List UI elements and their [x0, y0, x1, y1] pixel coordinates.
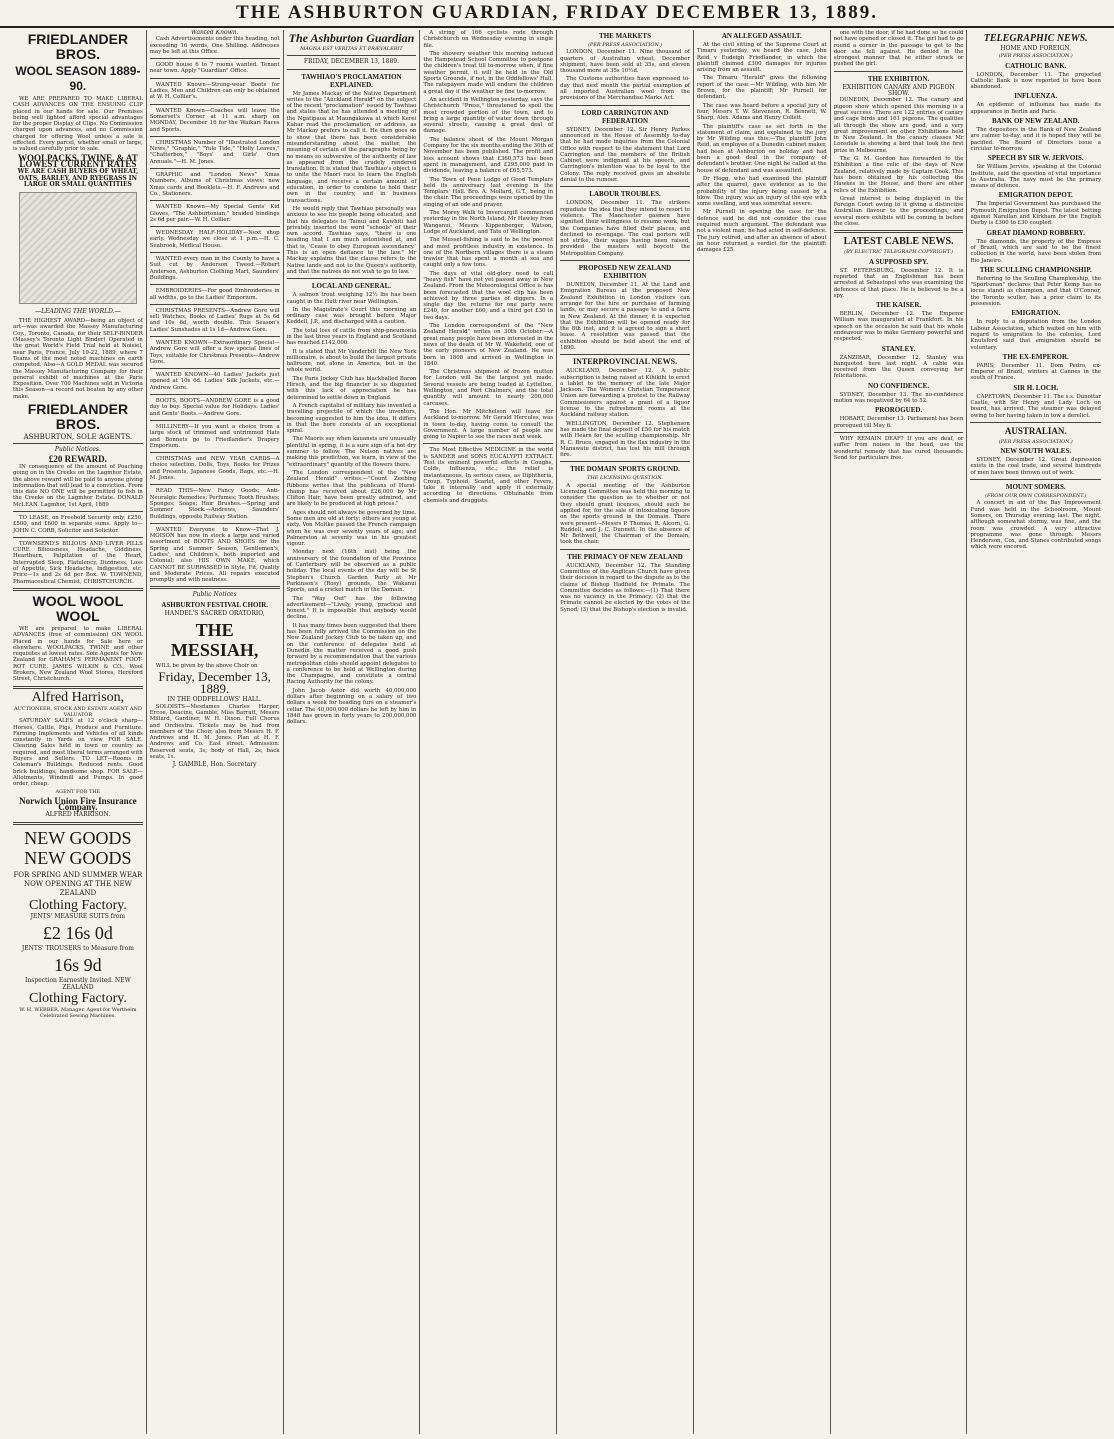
suits-price: £2 16s 0d [42, 922, 113, 943]
wanted-item: GOOD house 6 to 7 rooms wanted. Tenant near town. Apply "Guardian" Office. [149, 62, 280, 75]
ad-firm-name: FRIEDLANDER BROS. [27, 31, 129, 62]
sculling-heading: THE SCULLING CHAMPIONSHIP. [979, 265, 1092, 274]
influenza-text: An epidemic of influenza has made its appearance in Berlin and Paris. [970, 102, 1101, 115]
news-item: The Christmas shipment of frozen mutton for London will be the largest yet made. Several vessels are being loaded at Lyttelton, Wellington, and Port Chalmers, and the total quantity will amount to nearly 200,000 carcases. [423, 369, 554, 407]
ex-emperor-heading: THE EX-EMPEROR. [1002, 352, 1069, 361]
ad-firm-name-2: FRIEDLANDER BROS. [27, 401, 129, 433]
wanted-item: WANTED KNOWN—40 Ladies' Jackets just opened at 10s 6d. Ladies' Silk Jackets, etc.—Andrew Gore. [149, 372, 280, 391]
wanted-item: BOOTS, BOOTS—ANDREW GORE is a good day to buy. Special value for Holidays. Ladies' and Gents' Boots.—Andrew Gore. [149, 398, 280, 417]
masthead-title: THE ASHBURTON GUARDIAN, FRIDAY DECEMBER 13, 1889. [236, 2, 878, 23]
loch-heading: SIR H. LOCH. [1013, 383, 1059, 392]
column-8 [967, 30, 1104, 1434]
local-item: The "Way Out" has the following advertisement—"Lively, young, practical and honest." It is impossible that anybody would decline. [286, 595, 417, 621]
ad-woolpacks: WOOLPACKS, TWINE, & AT LOWEST CURRENT RATES [18, 152, 138, 169]
news-item: The balance sheet of the Mount Morgan Company for the six months ending the 30th of November has been published. The profit and loss account shows that £360,573 has been spent in management, and £295,000 paid in dividends, leaving a balance of £65,573. [423, 136, 554, 175]
primacy-text: AUCKLAND, December 12. The Standing Committee of the Anglican Church have given their decision in regard to the dispute as to the claims of Bishop Hadfield for Primate. The Committee decides as follows:—(1) That there was no vacancy in the Primacy; (2) that the Primate cannot be elected by the votes of the Synod; (3) that the Bishop's election is invalid. [560, 562, 690, 613]
article-paragraph: Mr James Mackay of the Native Department writes to the "Auckland Herald" on the subject of the recent "proclamation" issued by Tawhiao and states that he has attended a meeting of the Ngatipaoa at Maungakawa at which Kerei Kahar read the proclamation, or address, as Mr Mackay prefers to call it. He then goes on to show that there has been considerable misunderstanding about the matter, the meaning of certain of the paragraphs being by no means so subversive of the authority of law as appeared from the crudely rendered translation. It is stated that Tawhiao's object is to unite the Maori race to learn the English language, and receive a certain amount of education, in order to combine to hold their own in the country, and in business transactions. [286, 90, 417, 204]
domain-sub: THE LICENSING QUESTION. [587, 475, 663, 482]
wanted-item: WANTED Known—Coaches will leave the Somerset's Corner at 11 a.m. sharp on MONDAY, December 16 for the Waikari Races and Sports. [149, 107, 280, 133]
canary-show-heading: EXHIBITION CANARY AND PIGEON SHOW. [842, 83, 955, 98]
clothing-factory: Clothing Factory. [28, 897, 127, 913]
norwich-union: Norwich Union Fire Insurance Company. [19, 795, 137, 813]
interprovincial-heading: INTERPROVINCIAL NEWS. [573, 357, 678, 367]
assault-text: The plaintiff's case as set forth in the statement of claim, and explained to the jury by Mr Wilding was this:—The plaintiff John Reid, an employee of a Dunedin cabinet maker, had been at Ashburton on holiday and had been a good deal in the company of defendant's brother. One night he called at the house of defendant and was assaulted. [696, 123, 827, 174]
carrington-heading: LORD CARRINGTON AND FEDERATION [581, 108, 669, 125]
exhibition-text-2: The G. M. Gordon has forwarded to the Exhibition a fine relic of the days of New Zealand, relatively made by Captain Cook. This has been obtained by his collecting the Hawkes in the House, and there are other relics of the Exhibition. [833, 156, 964, 194]
market-item: The Customs authorities have expressed to-day that next month the partial exemption of all imported Australian wool from the provisions of the Merchandise Marks Act. [560, 76, 690, 102]
stanley-heading: STANLEY. [881, 344, 916, 353]
diamond-text: The diamonds, the property of the Empress of Brazil, which are said to be the finest collection in the world, have been stolen from Rio Janeiro. [970, 238, 1101, 264]
local-item: Ages should not always be governed by time. Some men are old at forty; others are young at sixty. Von Moltke passed the French campaign when he was over seventy years of age; and Palmerston at seventy was in his greatest vigour. [286, 509, 417, 548]
news-item: The Morey Walk to Invercargill commenced yesterday in the North Island; Mr Hawley from Wanganui, Messrs Kippenberger, Watson, Lodge of Auckland, and Tate of Wellington. [423, 210, 554, 235]
column-2 [147, 30, 284, 1434]
telegraphic-source: (PER PRESS ASSOCIATION.) [998, 53, 1073, 60]
wanted-item: CHRISTMAS and NEW YEAR CARDS—A choice selection. Dolls, Toys, Books for Prizes and Presents, Japanese Goods, Bags, etc.—H. M. Jones. [149, 456, 280, 482]
interprovincial-text: WELLINGTON, December 12. Stephenson has made the final deposit of £50 for his match with Hearn for the sculling championship. Mr R. C. Bruce, engaged in the flax industry in the Manawatu district, has lost his mill through fire. [560, 420, 690, 459]
stanley-text: ZANZIBAR, December 12. Stanley was banqueted here last night. A cable was received from the Queen conveying her felicitations. [833, 354, 964, 380]
local-item: The Paris Jockey Club has blackballed Baron Hirsch, and the big financier is so disgusted with this lack of appreciation he has determined to settle down in England. [286, 375, 417, 401]
news-item: The London correspondent of the "New Zealand Herald" writes on 30th October:—A great many people have been interested in the news of the death of Mr W. Wakefield, one of the early pioneers of New Zealand. He was born in 1808 and arrived in Wellington in 1840. [423, 323, 554, 367]
influenza-heading: INFLUENZA. [1014, 92, 1058, 101]
news-item: The Town of Penn Lodge of Good Templars held its anniversary last evening in the Templars' Hall. Bro. A. Mollard, G.T., being in the chair. The proceedings were opened by the singing of an ode and prayer. [423, 176, 554, 208]
interprovincial-text: AUCKLAND, December 12. A public subscription is being raised at Kihikihi to erect a tablet to the memory of the late Major Jackson. The Women's Christian Temperance Union are forwarding a protest to the Railway Commissioners against a grant of a liquor license to the refreshment rooms at the Auckland railway station. [560, 368, 690, 419]
news-item: The days of vital old-glory need to call "heavy fish" have not yet passed away in New Zealand. From the Meteorological Office is has been forecasted that the wool clip has been achieved by three parties of diggers. In a single day the returns for one party were £240, for another £60, and a third got £30 in two days. [423, 270, 554, 321]
harrison-sub: AUCTIONEER, STOCK AND ESTATE AGENT AND VALUATOR [13, 705, 142, 718]
wanted-item: GRAPHIC and "London News" Xmas Numbers, Albums of Christmas views; new Xmas cards and Booklets.—H. F. Andrews and Co., Stationers. [149, 172, 280, 197]
assault-text: The case was heard before a special jury of four, Messrs T. W. Stevenson, R. Bennett, W. Sharp, Alex. Adams and Henry Collett. [696, 102, 827, 122]
kaiser-text: BERLIN, December 12. The Emperor William was inaugurated at Frankfort. In his speech on the occasion he said that his whole endeavour was to make Germany powerful and respected. [833, 311, 964, 343]
local-general-heading: LOCAL AND GENERAL. [311, 282, 392, 291]
local-item: A salmon trout weighing 12½ lbs has been caught in the Hutt river near Wellington. [286, 292, 417, 305]
prorogued-text: HOBART, December 13. Parliament has been prorogued till May 6. [833, 416, 964, 429]
wool-text: WE are prepared to make LIBERAL ADVANCES (free of commission) ON WOOL Placed in our hands for Sale here or elsewhere. WOOLPACKS, TWINE and other requisites at lowest rates. Sole Agents for New Zealand for GRAHAM'S PERMANENT FOOT-ROT CURE. JAMES WILKIN & CO., Wool Brokers, New Zealand Wool Stores, Hereford Street, Christchurch. [13, 625, 143, 683]
ad-wool-text: WE ARE PREPARED TO MAKE LIBERAL CASH ADVANCES ON THE ENSUING CLIP placed in our hands for sale. Our Premises being well lighted afford special advantages for the proper Display of Clips. No Commission charged upon advances, and no Commission charged for offering Wool unless a sale is effected. Every parcel, whether small or large, is valued carefully prior to sale. [13, 96, 143, 153]
mount-somers-text: A concert in aid of the Bay Improvement Fund was held in the Schoolroom, Mount Somers, on Thursday evening last. The night, although somewhat stormy, was fine, and the room was crowded. A very attractive programme was gone through. Messrs Henderson, Cox, and Stanes contributed songs which were encored. [970, 500, 1101, 551]
wanted-item: WANTED every man in the County to have a Suit cut by Anderson Tweed.—Robert Anderson, Ashburton Clothing Mart, Saunders' Buildings. [149, 256, 280, 281]
jervois-heading: SPEECH BY SIR W. JERVOIS. [987, 154, 1084, 163]
australian-heading: AUSTRALIAN. [1004, 425, 1067, 436]
latest-cable-heading: LATEST CABLE NEWS. [843, 236, 954, 248]
public-notices-heading: Public Notices. [54, 446, 101, 454]
wanted-item: WANTED Known—Strong-wear Boots for Ladies, Men and Children can only be obtained at W. H. Collier's. [149, 81, 280, 101]
local-item: In the Magistrate's Court this morning an ordinary case was brought before Major Keddell, J.P., and discharged with a caution. [286, 306, 417, 326]
nsw-text: SYDNEY, December 12. Great depression exists in the coal trade, and several hundreds of men have been thrown out of work. [970, 457, 1101, 476]
assault-heading: AN ALLEGED ASSAULT. [721, 32, 802, 40]
sculling-text: Referring to the Sculling Championship, the "Sportsman" declares that Peter Kemp has no locus standi as champion, and that O'Connor, the Toronto sculler, has a prior claim to its possession. [970, 275, 1101, 308]
assault-text: At the civil sitting of the Supreme Court at Timaru yesterday, we heard the case, John Reid v Eudeigh Friedlander, in which the plaintiff claimed £300 damages for injuries arising from an assault. [696, 42, 827, 74]
wanted-item: WEDNESDAY HALF-HOLIDAY—Next shop early. Wednesday we close at 1 p.m.—H. C. Seabrook, Medical House. [149, 230, 280, 249]
labour-heading: LABOUR TROUBLES. [589, 190, 661, 199]
article-paragraph: He would reply that Tawhiao personally was anxious to see his people being educated, and that his delegates to Tainui and Kawhiti had privately inserted the word "schools" of their own accord. Tawhiao says, "there is one heading that I am much astonished at, and that is, 'Cease to obey European ascendancy.' This is an open defiance to the law." Mr Mackay explains that the clause refers to the Native lands and not to the Queen's authority, and that the natives do not wish to go to law. [286, 205, 417, 275]
local-item: The London correspondent of the "New Zealand Herald" writes:—"Count Zeebing Ribbons writes that the publicans of Hurst-champ has received about £26,000 by Mr Clifton Hair, have been greatly admired, and are likely to be produced at high prices." [286, 469, 417, 508]
headline: TAWHIAO'S PROCLAMATION EXPLAINED. [301, 72, 402, 89]
new-goods: NEW GOODS NEW GOODS [24, 827, 132, 868]
column-4 [420, 30, 557, 1434]
domain-heading: THE DOMAIN SPORTS GROUND. [570, 465, 680, 474]
public-notices-heading-2: Public Notices [192, 591, 237, 599]
masthead [0, 0, 1114, 28]
festival-choir: ASHBURTON FESTIVAL CHOIR. [161, 600, 268, 609]
paper-motto: MAGNA EST VERITAS ET PRÆVALEBIT [300, 46, 403, 52]
wanted-item: WANTED KNOWN—Extraordinary Special—Andrew Gore will offer a few special lines of Toys, suitable for Christmas Presents—Andrew Gore. [149, 339, 280, 365]
spy-heading: A SUPPOSED SPY. [869, 257, 929, 266]
local-item: The total loss of cattle from ship-pneumonia in the last three years in England and Scotland has reached £142,000. [286, 327, 417, 347]
news-item: An accident in Wellington yesterday, says the Christchurch "Press," threatened to spoil the most crowded portion of the town, and to bring a large quantity of water down through several streets, causing a great deal of damage. [423, 96, 554, 135]
illustration-caption: —LEADING THE WORLD.— [35, 307, 121, 315]
local-item: It has many times been suggested that there has been fully arrived the Commission on the New Zealand Jockey Club to be taken up, and on the conference of delegates held at Dunedin the matter received a good push forward by a recommendation that the various metropolitan clubs should appoint delegates to a conference to be held at Wellington during the Champagne, and constitute a central Racing Authority for the colony. [286, 622, 417, 686]
pills-text: TOWNSEND'S BILIOUS AND LIVER PILLS CURE Biliousness, Headache, Giddiness, Heartburn, Palpitation of the Heart, Interrupted Sleep, Flatulency, Dizziness, Loss of Appetite, Sick Headache, Indigestion, etc. Price—1s and 2s 6d per Box. W. TOWNEND, Pharmaceutical Chemist, CHRISTCHURCH. [13, 540, 143, 585]
exhibition-text-2: DUNEDIN, December 12. The canary and pigeon show which opened this morning is a great success. There are 122 entries of canary and cage birds and 161 pigeons. The qualities all through the show are good, and a very great improvement on other Exhibitions held in New Zealand. In the canary classes Mr Lonsdale is showing a bird that took the first prize in Melbourne. [833, 97, 964, 154]
wanted-item: WANTED Known—My Special Gents' Kid Gloves, "The Ashburtonian," braided bindings 2s 6d per pair.—W. H. Collier. [149, 204, 280, 223]
column-7 [831, 30, 968, 1434]
local-item: A French capitalist of military has invented a travelling projectile of which the inventors, becoming suggested to him the idea. It differs in that the bore consists of an exceptional spiral. [286, 402, 417, 435]
wanted-item: WANTED Everyone to Know—That J. MOISON has now in stock a large and varied assortment of BOOTS AND SHOES for the Spring and Summer Season, Gentlemen's, Ladies', and Children's, both imported and Colonial; also HIS OWN MAKE, which CANNOT BE SURPASSED in Style, Fit, Quality and Moderate Prices. All repairs executed promptly and with neatness. [149, 526, 280, 584]
reward-title: £20 REWARD. [48, 453, 107, 464]
prorogued-heading: PROROGUED. [874, 406, 923, 415]
labour-text: LONDON, December 11. The strikers repudiate the idea that they intend to resort to violence. The Manchester gasmen have signified their willingness to resume work, but the Companies have filled their places, and declined to re-engage. The coal porters will not strike, their wages having been raised, provided the masters will boycott the Metropolitan Company. [560, 200, 690, 257]
concert-hall: IN THE ODDFELLOWS' HALL. [167, 696, 262, 704]
wool-heading: WOOL WOOL WOOL [32, 592, 124, 624]
newspaper-columns [10, 30, 1104, 1434]
paper-date: FRIDAY, DECEMBER 13, 1889. [303, 58, 399, 66]
paper-title: The Ashburton Guardian [288, 31, 415, 45]
harrison-name: Alfred Harrison, [31, 689, 125, 705]
emigration-depot-heading: EMIGRATION DEPOT. [998, 191, 1073, 200]
spring-summer: FOR SPRING AND SUMMER WEAR NOW OPENING AT THE NEW ZEALAND [13, 870, 143, 897]
secretary: J. GAMBLE, Hon. Secretary [172, 761, 257, 769]
assault-text: The Timaru "Herald" gives the following report of the case:—Mr Wilding, with him Mr Brown, for the plaintiff; Mr Purnell for defendant. [696, 75, 827, 101]
markets-heading: THE MARKETS [599, 32, 651, 40]
column-1 [10, 30, 147, 1434]
emigration-heading: EMIGRATION. [1011, 309, 1061, 318]
inspection: Inspection Earnestly Invited. NEW ZEALAND [25, 977, 131, 991]
diamond-heading: GREAT DIAMOND ROBBERY. [986, 228, 1085, 237]
trousers-label: JENTS' TROUSERS to Measure from [21, 944, 134, 952]
ad-agents: ASHBURTON, SOLE AGENTS. [23, 433, 133, 442]
exhibition-text: DUNEDIN, December 11. At the Land and Emigration Bureau at the proposed New Zealand Exhibition in London visitors can arrange for the hire or purchase of farming lands, or may secure a passage to and a farm in New Zealand. At the dinner, it is expected that the Exhibition will be opened ready for the 8th inst, and it is agreed to sign a short lease. A resolution was passed that the exhibition should be held about the end of 1890. [560, 282, 690, 351]
exhibition-heading-2: THE EXHIBITION. [867, 74, 930, 83]
carrington-text: SYDNEY, December 12. Sir Henry Parkes announced in the House of Assembly to-day that he had made inquiries from the Colonial Office with respect to the statement that Lord Carrington and the members of the British Cabinet were indignant at his speech, and Carrington's intention was to be loyal to the Colony. The reply received gives an absolute denial to the rumour. [560, 126, 690, 184]
exhibition-text-2: Great interest is being displayed in the Foreign Court owing to it giving a distinctive Australian flavour to the proceedings, and several more exhibits will be coming in before the close. [833, 195, 964, 228]
latest-cable-sub: (BY ELECTRIC TELEGRAPH COPYRIGHT.) [844, 249, 953, 256]
primacy-heading: THE PRIMACY OF NEW ZEALAND [567, 552, 683, 561]
soloists: SOLOISTS—Mesdames Charles Harper, Ercoe, Deacine, Gamble, Miss Barratt, Messrs Millard, Gardiner, W. H. Dixon. Full Chorus and Orchestra. Tickets may be had from members of the Choir, also from Messrs H. F. Andrews and H. M. Jones. Plan at H. F. Andrews and Co. East street. Admission: Reserved seats, 3s; body of Hall, 2s; back seats, 1s. [149, 703, 280, 761]
spy-text: ST. PETERSBURG, December 12. It is reported that an Englishman has been arrested at Sebastopol who was examining the defences of that place. He is believed to be a spy. [833, 267, 964, 299]
concert-date: Friday, December 13, 1889. [158, 669, 271, 697]
lease-text: TO LEASE, on Freehold Security only, £250, £500, and £600 in separate sums. Apply to— JOHN C. CORB, Solicitor and Solicitor. [13, 514, 143, 534]
ad-award-text: THE HIGHEST AWARD—being an object of art—was awarded the Massey Manufacturing Coy., Toronto, Canada, for their SELF-BINDER (Massey's Toronto Light Binder) Operated in the great World's Field Trial held at Noisiel, near Paris, France, July 19-22, 1889, where 7 Teams of the most noted machines on earth competed. Also—A GOLD MEDAL was secured the Massey Manufacturing Company for their general exhibit of machines at the Paris Exposition. Over 700 Machines sold in Victoria this Season—a record not beaten by any other make. [13, 318, 143, 400]
bank-text: The depositors in the Bank of New Zealand are calmer to-day, and it is hoped they will be pacified. The Board of Directors issue a circular to-morrow. [970, 127, 1101, 152]
local-item: It is stated that Mr Vanderbilt the New York millionaire, is about to build the largest private ballroom, not alone in America, but in the whole world. [286, 348, 417, 374]
harrison-text: SATURDAY SALES at 12 o'clock sharp—Horses, Cattle, Pigs, Produce and Furniture. Farming Implements and Vehicles of all kinds constantly in Yards on view FOR SALE. Clearing Sales held in town or country as required, and most liberal terms arranged with Buyers and Sellers. TO LET—Rooms in Coleman's Buildings. Reduced rents. Good brick buildings; handsome shop. FOR SALE—Allotments, Windmill and Pumps. In good order, cheap. [13, 718, 143, 788]
alfred-harrison: ALFRED HARRISON. [45, 811, 111, 819]
column-6 [694, 30, 831, 1434]
telegraphic-heading: TELEGRAPHIC NEWS. [983, 33, 1088, 44]
agent-for: AGENT FOR THE [55, 789, 101, 796]
weber: W. H. WEBBER, Manager. Agent for Wertheim Celebrated Sewing Machines. [19, 1006, 137, 1020]
no-confidence-text: SYDNEY, December 13. The no-confidence motion was negatived by 64 to 52. [833, 391, 964, 405]
local-item: Monday next (16th inst) being the anniversary of the foundation of the Province of Canterbury will be observed as a public holiday. The local events of the day will be St Stephen's Church Garden Party at Mr Parkinson's (Rosy) grounds, the Wakanui Sports, and a cricket match in the Domain. [286, 549, 417, 594]
catholic-heading: CATHOLIC BANK. [1005, 61, 1067, 70]
assault-text: Dr Hogg, who had examined the plaintiff after the quarrel, gave evidence as to the probability of the injury being caused by a blow. The injury was an injury of the eye with some swelling, and was somewhat severe. [696, 175, 827, 208]
assault-text: Mr Purnell in opening the case for the defence said he did not consider the case required much argument. The defendant was not a violent man; he had acted in self-defence. The jury retired, and after an absence of about an hour returned a verdict for the plaintiff; damages £25. [696, 209, 827, 254]
reward-text: IN consequence of the amount of Poaching going on in the Creeks on the Lagmhor Estate, the above reward will be paid to anyone giving information that will lead to a conviction. From this date NO ONE will be permitted to fish in the Creeks on the Lagmhor Estate. DONALD McLEAN. Lagmhor, 1st April, 1889 [13, 463, 143, 508]
kaiser-heading: THE KAISER. [876, 301, 922, 310]
column-3 [284, 30, 421, 1434]
news-item: The Mussel-fishing is said to be the poorest and most profitless industry in existence. In one of the Northern villages there is a steam trawler that has spent a month at sea and caught only a few tons. [423, 237, 554, 269]
wanted-item: EMBROIDERIES—For good Embroideries in all widths, go to the Ladies' Emporium. [149, 288, 280, 301]
clothing-factory-2: Clothing Factory. [28, 990, 127, 1006]
domain-text: A special meeting of the Ashburton Licensing Committee was held this morning to consider the question as to whether or not they should grant licences, should such be applied for, for the sale of intoxicating liquors on the sports ground in the Domain. There were present—Messrs P. Thomas, R. Alcorn, G. Ruddell, and J. C. Dunnett. In the absence of Mr Bothwell, the Chairman of the Domain, took the chair. [560, 482, 690, 546]
wanted-item: MILLINERY—If you want a choice from a large stock of trimmed and untrimmed Hats and Bonnets go to Friedlander's Drapery Emporium. [149, 423, 280, 449]
emigration-depot-text: The Imperial Government has purchased the Plymouth Emigration Depot. The latest betting against Narellan and Kirkham for the English Derby is £300 to £30 coupled. [970, 201, 1101, 227]
market-item: LONDON, December 11. Nine thousand of quarters of Australian wheat, December shipment, have been sold at 35s, and eleven thousand more at 35s 10½d. [560, 49, 690, 75]
mount-somers-source: (FROM OUR OWN CORRESPONDENT.) [985, 493, 1087, 500]
ad-wool-season: WOOL SEASON 1889-90. [15, 64, 141, 93]
loch-text: CAPETOWN, December 11. The s.s. Dunottar Castle, with Sir Henry and Lady Loch on board, has arrived. The steamer was delayed owing to her having taken in tow a derelict. [970, 393, 1101, 419]
trousers-price: 16s 9d [54, 955, 102, 976]
medicine-ad: The Most Effective MEDICINE in the world is SANDER and SONS EUCALYPTI EXTRACT. Test its eminent powerful effects in Coughs, Colds, Influenza, etc.; the relief is instantaneous. In serious cases, as Diphtheria, Croup, Typhoid, Scarlet, and other Fevers, take it internally and apply it externally according to directions. Obtainable from chemists and druggists. [423, 447, 554, 504]
australian-source: (PER PRESS ASSOCIATION.) [998, 438, 1073, 445]
local-item: The Maoris say when kauaneis are unusually plentiful in spring, it is a sure sign of a hot dry summer to follow. The Nelson natives are making this prediction, we learn, in view of the "extraordinary" quantity of the flowers there. [286, 436, 417, 468]
assault-continued: one with the door, if he had done so he could not have opened or closed it. The girl had to go round a corner in the passage to get to the door she fell against. He denied in the strongest manner that he either struck or pushed the girl. [833, 30, 964, 68]
jervois-text: Sir William Jervois, speaking at the Colonial Institute, said the question of vital importance to Australia. The navy must be the primary means of defence. [970, 164, 1101, 190]
catholic-text: LONDON, December 11. The projected Catholic Bank is now reported to have been abandoned. [970, 71, 1101, 91]
messiah: THE MESSIAH, [170, 620, 259, 661]
news-item: The Hon. Mr Mitchelson will leave for Auckland to-morrow. Mr Gerald Hercules, was in town to-day, having come to consult the Government. A large number of people are going to Napier to see the races next week. [423, 408, 554, 441]
ex-emperor-text: PARIS, December 11. Dom Pedro, ex-Emperor of Brazil, winters at Cannes in the south of France. [970, 362, 1101, 382]
no-confidence-heading: NO CONFIDENCE. [868, 381, 930, 390]
emigration-text: In reply to a deputation from the London Labour Association, which waited on him with regard to emigration to the colonies, Lord Knutsford said that emigration should be voluntary. [970, 319, 1101, 351]
column-5 [557, 30, 694, 1434]
wanted-item: READ THIS—New Fancy Goods; Anti-Neuralgic Remedies; Perfumes; Tooth Brushes; Sponges; Soaps; Hair Brushes.—Spring and Summer Stock.—Andrews, Saunders' Buildings, opposite Railway Station. [149, 488, 280, 520]
home-foreign: HOME AND FOREIGN. [1000, 45, 1072, 52]
news-item: A string of 166 cyclists rode through Christchurch on Wednesday evening in single file. [423, 30, 554, 49]
wanted-item: CHRISTMAS Number of "Illustrated London News," "Graphic," "Yule Tide," "Holly Leaves," "Chatterbox," "Boys' and Girls' Own Annuals."—H. M. Jones. [149, 139, 280, 165]
wanted-item: CHRISTMAS PRESENTS—Andrew Gore will sell Watches, Books of Ladies' Rugs at 5s 6d and 10s 6d, worth double. This Season's Ladies' Sunshades at 1s 1d—Andrew Gore. [149, 307, 280, 333]
mount-somers-heading: MOUNT SOMERS. [1005, 483, 1066, 492]
festival-text: WILL be given by the above Choir on [155, 663, 258, 670]
deafness-ad: WHY REMAIN DEAF? If you are deaf, or suffer from noises in the head, use the wonderful remedy that has cured thousands. Send for particulars free. [833, 435, 964, 461]
markets-source: (PER PRESS ASSOCIATION.) [587, 42, 663, 48]
wanted-intro: Cash Advertisements under this heading, not exceeding 16 words, One Shilling. Addresses may be left at this Office. [149, 36, 280, 55]
wanted-heading: Wanted Known. [190, 30, 239, 36]
binder-illustration [19, 192, 137, 315]
ad-buyers: WE ARE CASH BUYERS OF WHEAT, OATS, BARLEY, AND RYEGRASS IN LARGE OR SMALL QUANTITIES [17, 168, 139, 188]
handel: HANDEL'S SACRED ORATORIO, [164, 609, 265, 617]
exhibition-heading: PROPOSED NEW ZEALAND EXHIBITION [578, 264, 672, 281]
bank-heading: BANK OF NEW ZEALAND. [991, 117, 1080, 126]
news-item: The showery weather this morning induced the Hampstead School Committee to postpone the children's treat till to-morrow when, if fine weather permit, it will be held in the Old Sports Grounds, if not, in the Oddfellows' Hall. The ratepayers made will endure the children a great day if the weather be fine to-morrow. [423, 50, 554, 95]
nsw-heading: NEW SOUTH WALES. [1000, 447, 1072, 456]
local-item: John Jacob Astor did worth 40,000,000 dollars after beginning on a salary of two dollars a week for heading furs on a steamer's cellar. The 40,000,000 dollars he left by him in 1848 has grown in forty years to 200,000,000 dollars. [286, 687, 417, 726]
suits-label: JENTS' MEASURE SUITS from [30, 912, 126, 920]
